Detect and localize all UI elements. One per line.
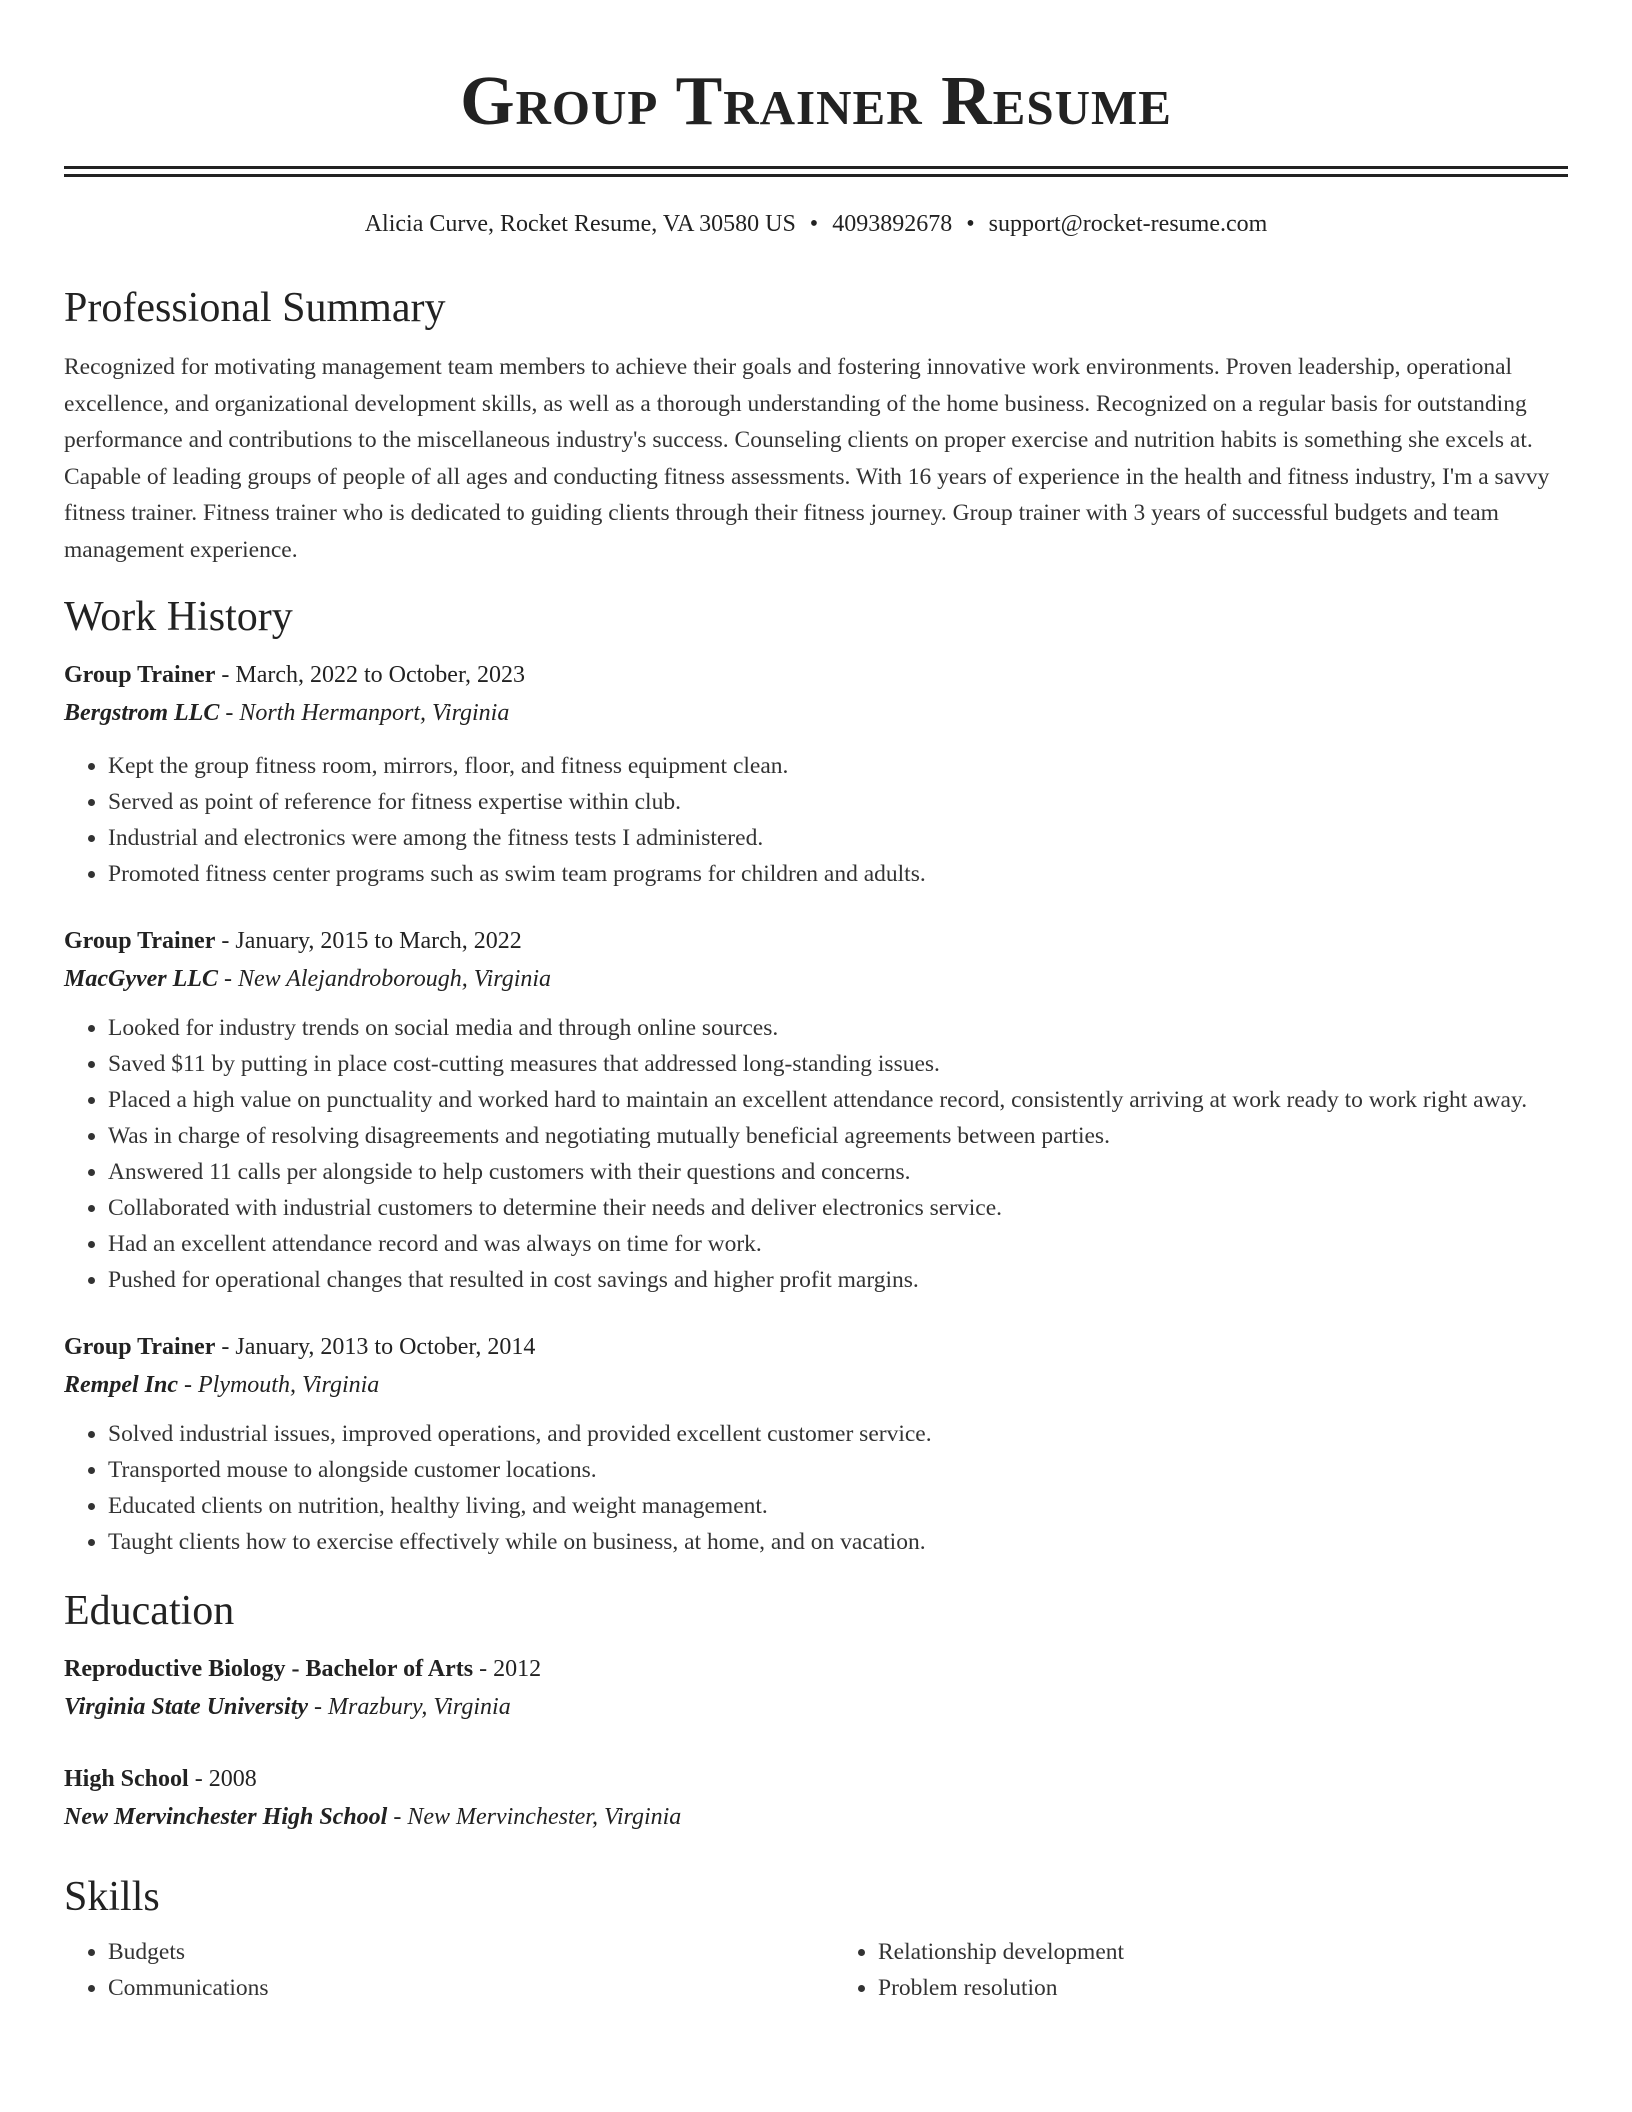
education-degree-line [64,1650,1568,1688]
job-bullets [64,748,1568,892]
job-entry [64,1328,1568,1560]
education-school-line [64,1688,1568,1726]
job-bullet: • Placed a high value on punctuality and worked hard to maintain an excellent attendance record, consistently arriving at work ready to work right away. [108,1082,1568,1118]
job-role: Group Trainer [64,661,216,688]
skills-list [64,1934,1568,2006]
education-heading: Education [64,1587,235,1634]
job-company: Rempel Inc [64,1371,178,1398]
contact-separator: • [966,211,975,237]
contact-separator: • [809,211,819,237]
job-bullet: • Pushed for operational changes that resulted in cost savings and higher profit margins. [108,1262,1568,1298]
job-bullet: • Taught clients how to exercise effectively while on business, at home, and on vacation. [108,1524,1568,1560]
job-bullets [64,1416,1568,1560]
contact-line [64,209,1568,239]
skill-item: • Relationship development [878,1934,1568,1970]
job-bullet: • Educated clients on nutrition, healthy living, and weight management. [108,1488,1568,1524]
job-bullets [64,1010,1568,1298]
job-role: Group Trainer [64,927,216,954]
job-location: - New Alejandroborough, Virginia [217,965,552,992]
job-dates: - January, 2013 to October, 2014 [215,1333,536,1360]
job-title-line [64,922,1568,960]
job-bullet: • Industrial and electronics were among the fitness tests I administered. [108,820,1568,856]
job-company-line [64,1366,1568,1404]
title-divider [64,166,1568,177]
job-bullet: • Solved industrial issues, improved operations, and provided excellent customer service. [108,1416,1568,1452]
summary-heading: Professional Summary [64,285,446,331]
job-company-line [64,694,1568,732]
education-list [64,1650,1568,1836]
education-degree: Reproductive Biology - Bachelor of Arts [64,1655,474,1682]
education-location: - Mrazbury, Virginia [308,1693,511,1720]
job-bullet: • Looked for industry trends on social media and through online sources. [108,1010,1568,1046]
work-history-heading: Work History [64,593,293,640]
education-school: New Mervinchester High School [64,1803,388,1830]
job-title-line [64,1328,1568,1366]
job-bullet: • Collaborated with industrial customers to determine their needs and deliver electronics service. [108,1190,1568,1226]
resume-page [64,0,1568,2006]
job-bullet: • Had an excellent attendance record and was always on time for work. [108,1226,1568,1262]
job-company: MacGyver LLC [64,965,218,992]
education-degree-line [64,1760,1568,1798]
education-year: - 2008 [188,1765,257,1792]
job-bullet: • Promoted fitness center programs such as swim team programs for children and adults. [108,856,1568,892]
job-role: Group Trainer [64,1333,216,1360]
education-degree: High School [64,1765,189,1792]
education-location: - New Mervinchester, Virginia [387,1803,682,1830]
job-bullet: • Answered 11 calls per alongside to help customers with their questions and concerns. [108,1154,1568,1190]
skills-heading: Skills [64,1873,160,1920]
summary-text: Recognized for motivating management team members to achieve their goals and fostering innovative work environments. Proven leadership, operational excellence, and organizational development skills, as well as a thorough understanding of the home business. Recognized on a regular basis for outstanding performance and contributions to the miscellaneous industry's success. Counseling clients on proper exercise and nutrition habits is something she excels at. Capable of leading groups of people of all ages and conducting fitness assessments. With 16 years of experience in the health and fitness industry, I'm a savvy fitness trainer. Fitness trainer who is dedicated to guiding clients through their fitness journey. Group trainer with 3 years of successful budgets and team management experience. [64,354,1550,563]
skills-column-right [798,1934,1568,2006]
job-dates: - January, 2015 to March, 2022 [215,927,522,954]
resume-title: Group Trainer Resume [460,63,1172,140]
job-bullet: • Kept the group fitness room, mirrors, floor, and fitness equipment clean. [108,748,1568,784]
education-school-line [64,1798,1568,1836]
job-bullet: • Saved $11 by putting in place cost-cutting measures that addressed long-standing issues. [108,1046,1568,1082]
job-company: Bergstrom LLC [64,699,220,726]
job-company-line [64,960,1568,998]
job-bullet: • Served as point of reference for fitness expertise within club. [108,784,1568,820]
job-bullet: • Was in charge of resolving disagreements and negotiating mutually beneficial agreements between parties. [108,1118,1568,1154]
skills-column-left [64,1934,798,2006]
job-location: - North Hermanport, Virginia [219,699,510,726]
job-dates: - March, 2022 to October, 2023 [215,661,525,688]
job-entry [64,922,1568,1298]
education-entry [64,1650,1568,1726]
education-school: Virginia State University [64,1693,309,1720]
contact-address: Alicia Curve, Rocket Resume, VA 30580 US [364,211,796,237]
skill-item: • Communications [108,1970,798,2006]
job-entry [64,656,1568,892]
contact-phone: 4093892678 [832,211,953,237]
job-location: - Plymouth, Virginia [178,1371,380,1398]
skill-item: • Problem resolution [878,1970,1568,2006]
education-year: - 2012 [473,1655,542,1682]
job-title-line [64,656,1568,694]
education-entry [64,1760,1568,1836]
contact-email[interactable]: support@rocket-resume.com [988,211,1268,237]
job-bullet: • Transported mouse to alongside customer locations. [108,1452,1568,1488]
skill-item: • Budgets [108,1934,798,1970]
work-history-list [64,656,1568,1560]
